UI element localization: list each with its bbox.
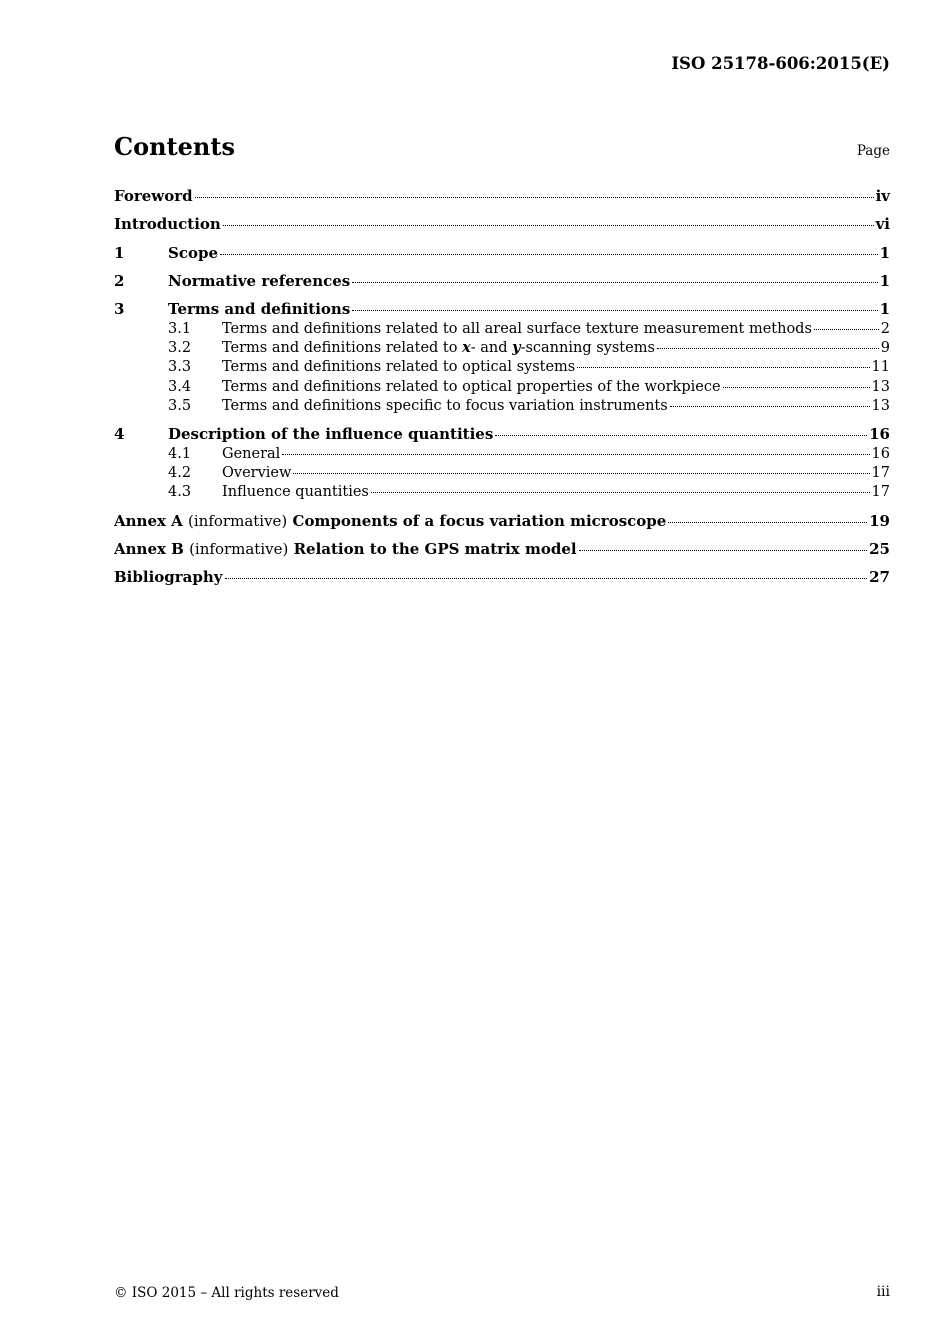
toc-page: 1 [879, 244, 890, 262]
toc-entry-influence-quantities-description[interactable] [114, 425, 890, 443]
toc-label-y-symbol: y [512, 339, 521, 356]
toc-entry-bibliography[interactable] [114, 568, 890, 586]
toc-number: 3.2 [168, 340, 192, 356]
toc-label: Description of the influence quantities [168, 425, 494, 443]
toc-page: 27 [869, 568, 890, 586]
dot-leader [579, 549, 868, 551]
toc-entry-3-4[interactable] [114, 378, 890, 396]
toc-label-part: -scanning systems [520, 340, 655, 356]
dot-leader [814, 328, 879, 330]
toc-page: 17 [871, 484, 890, 500]
toc-entry-foreword[interactable] [114, 187, 890, 205]
toc-entry-terms-and-definitions[interactable] [114, 300, 890, 318]
toc-entry-3-5[interactable] [114, 397, 890, 415]
toc-number: 3.1 [168, 321, 192, 337]
toc-label: Influence quantities [222, 484, 369, 500]
toc-label: Bibliography [114, 568, 223, 586]
annex-prefix: Annex A [114, 512, 183, 530]
toc-number: 3 [114, 300, 125, 318]
toc-number: 1 [114, 244, 125, 262]
toc-label-part: - and [470, 340, 513, 356]
toc-number: 2 [114, 272, 125, 290]
annex-note: (informative) [188, 512, 288, 530]
toc-label: Terms and definitions specific to focus variation instruments [222, 398, 668, 414]
toc-page: 2 [880, 321, 890, 337]
toc-page: 17 [871, 465, 890, 481]
toc-page: 1 [879, 272, 890, 290]
toc-number: 4.1 [168, 446, 192, 462]
dot-leader [657, 347, 879, 349]
toc-number: 3.3 [168, 359, 192, 375]
dot-leader [495, 434, 867, 436]
dot-leader [668, 521, 867, 523]
toc-entry-3-1[interactable] [114, 320, 890, 338]
toc-label: Scope [168, 244, 219, 262]
annex-title: Relation to the GPS matrix model [293, 540, 577, 558]
contents-title: Contents [114, 132, 235, 161]
toc-page: 25 [869, 540, 890, 558]
toc-page: 16 [869, 425, 890, 443]
toc-page: 9 [880, 340, 890, 356]
toc-page: 16 [871, 446, 890, 462]
dot-leader [670, 405, 870, 407]
dot-leader [293, 472, 869, 474]
dot-leader [577, 366, 869, 368]
toc-entry-4-2[interactable] [114, 464, 890, 482]
copyright-notice: © ISO 2015 – All rights reserved [114, 1285, 339, 1301]
toc-label-part: Terms and definitions related to [222, 340, 463, 356]
toc-page: 1 [879, 300, 890, 318]
dot-leader [223, 224, 874, 226]
toc-label: Normative references [168, 272, 351, 290]
toc-page: vi [875, 215, 890, 233]
page-column-label: Page [856, 143, 890, 159]
toc-entry-3-3[interactable] [114, 358, 890, 376]
toc-entry-normative-references[interactable] [114, 272, 890, 290]
toc-label: Terms and definitions related to optical systems [222, 359, 576, 375]
toc-label: Terms and definitions related to all areal surface texture measurement methods [222, 321, 812, 337]
toc-page: 11 [871, 359, 890, 375]
toc-entry-scope[interactable] [114, 244, 890, 262]
toc-entry-4-3[interactable] [114, 483, 890, 501]
toc-number: 3.4 [168, 379, 192, 395]
toc-label: Terms and definitions related to optical properties of the workpiece [222, 379, 721, 395]
toc-label [114, 540, 577, 558]
toc-number: 4.2 [168, 465, 192, 481]
toc-number: 3.5 [168, 398, 192, 414]
toc-entry-annex-a[interactable] [114, 512, 890, 530]
toc-page: 13 [871, 398, 890, 414]
toc-number: 4 [114, 425, 125, 443]
toc-label-x-symbol: x [462, 339, 471, 356]
toc-entry-introduction[interactable] [114, 215, 890, 233]
toc-page: 13 [871, 379, 890, 395]
toc-label: Introduction [114, 215, 221, 233]
dot-leader [371, 491, 870, 493]
toc-page: 19 [869, 512, 890, 530]
toc-label [222, 339, 655, 357]
dot-leader [282, 453, 869, 455]
toc-page: iv [875, 187, 890, 205]
dot-leader [723, 386, 870, 388]
toc-entry-annex-b[interactable] [114, 540, 890, 558]
dot-leader [225, 577, 868, 579]
dot-leader [352, 309, 877, 311]
document-id: ISO 25178-606:2015(E) [671, 54, 890, 73]
toc-entry-4-1[interactable] [114, 445, 890, 463]
annex-title: Components of a focus variation microscope [292, 512, 667, 530]
dot-leader [352, 281, 877, 283]
toc-label: Foreword [114, 187, 193, 205]
toc-label: Overview [222, 465, 292, 481]
toc-entry-3-2[interactable] [114, 339, 890, 357]
page-number: iii [876, 1284, 890, 1300]
toc-number: 4.3 [168, 484, 192, 500]
annex-note: (informative) [189, 540, 289, 558]
table-of-contents [114, 0, 890, 600]
toc-label: General [222, 446, 281, 462]
dot-leader [195, 196, 874, 198]
toc-label [114, 512, 666, 530]
toc-label: Terms and definitions [168, 300, 351, 318]
annex-prefix: Annex B [114, 540, 184, 558]
dot-leader [220, 253, 878, 255]
